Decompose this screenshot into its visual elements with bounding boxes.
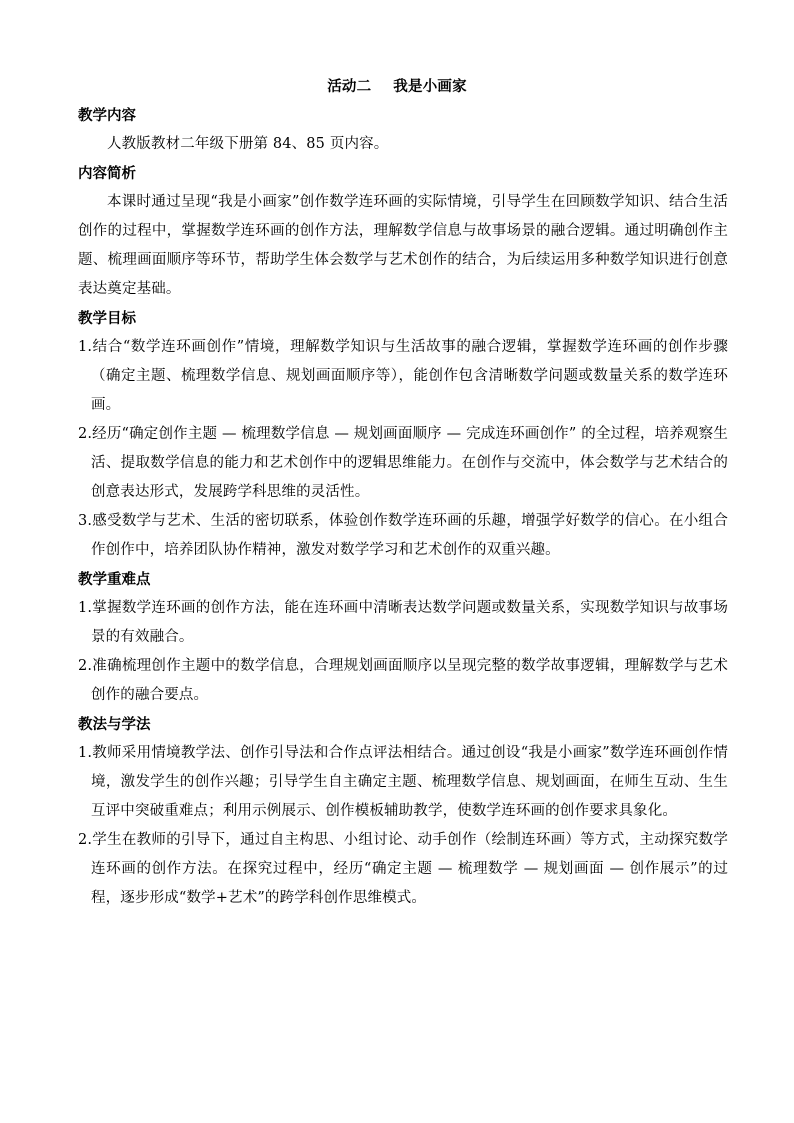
page-title xyxy=(0,75,794,96)
key-point-item-2 xyxy=(78,652,728,710)
key-point-item-1 xyxy=(78,594,728,652)
item-number: 2. xyxy=(78,832,93,848)
section-heading-key-points: 教学重难点 xyxy=(78,571,151,588)
goal-item-1 xyxy=(78,333,728,420)
method-item-2 xyxy=(78,826,728,913)
item-text: 准确梳理创作主题中的数学信息，合理规划画面顺序以呈现完整的数学故事逻辑，理解数学与艺术创作的融合要点。 xyxy=(91,658,728,703)
item-text: 感受数学与艺术、生活的密切联系，体验创作数学连环画的乐趣，增强学好数学的信心。在小组合作创作中，培养团队协作精神，激发对数学学习和艺术创作的双重兴趣。 xyxy=(91,513,728,558)
item-number: 2. xyxy=(78,658,93,674)
item-text: 经历“确定创作主题 — 梳理数学信息 — 规划画面顺序 — 完成连环画创作” 的全过程，培养观察生活、提取数学信息的能力和艺术创作中的逻辑思维能力。在创作与交流中，体会数学与艺术结合的创意表达形式，发展跨学科思维的灵活性。 xyxy=(91,426,728,500)
item-text: 学生在教师的引导下，通过自主构思、小组讨论、动手创作（绘制连环画）等方式，主动探究数学连环画的创作方法。在探究过程中，经历“确定主题 — 梳理数学 — 规划画面 — 创作展示”的过程，逐步形成“数学+艺术”的跨学科创作思维模式。 xyxy=(91,832,728,906)
item-number: 1. xyxy=(78,600,93,616)
item-number: 2. xyxy=(78,426,93,442)
method-item-1 xyxy=(78,739,728,826)
section-heading-methods: 教法与学法 xyxy=(78,716,151,733)
title-part-name: 我是小画家 xyxy=(393,78,467,95)
item-text: 掌握数学连环画的创作方法，能在连环画中清晰表达数学问题或数量关系，实现数学知识与故事场景的有效融合。 xyxy=(91,600,728,645)
item-number: 1. xyxy=(78,745,93,761)
document-body xyxy=(78,101,728,913)
goal-item-3 xyxy=(78,507,728,565)
title-part-activity: 活动二 xyxy=(327,78,372,95)
summary-paragraph: 本课时通过呈现“我是小画家”创作数学连环画的实际情境，引导学生在回顾数学知识、结合生活创作的过程中，掌握数学连环画的创作方法，理解数学信息与故事场景的融合逻辑。通过明确创作主题、梳理画面顺序等环节，帮助学生体会数学与艺术创作的结合，为后续运用多种数学知识进行创意表达奠定基础。 xyxy=(78,194,728,297)
item-text: 结合“数学连环画创作”情境，理解数学知识与生活故事的融合逻辑，掌握数学连环画的创作步骤（确定主题、梳理数学信息、规划画面顺序等），能创作包含清晰数学问题或数量关系的数学连环画。 xyxy=(91,339,728,413)
item-number: 3. xyxy=(78,513,93,529)
section-heading-summary: 内容简析 xyxy=(78,165,136,182)
goal-item-2 xyxy=(78,420,728,507)
section-heading-content: 教学内容 xyxy=(78,107,136,124)
section-heading-goals: 教学目标 xyxy=(78,310,136,327)
item-number: 1. xyxy=(78,339,93,355)
content-paragraph: 人教版教材二年级下册第 84、85 页内容。 xyxy=(107,136,389,152)
item-text: 教师采用情境教学法、创作引导法和合作点评法相结合。通过创设“我是小画家”数学连环画创作情境，激发学生的创作兴趣；引导学生自主确定主题、梳理数学信息、规划画面，在师生互动、生生互评中突破重难点；利用示例展示、创作模板辅助教学，使数学连环画的创作要求具象化。 xyxy=(91,745,728,819)
